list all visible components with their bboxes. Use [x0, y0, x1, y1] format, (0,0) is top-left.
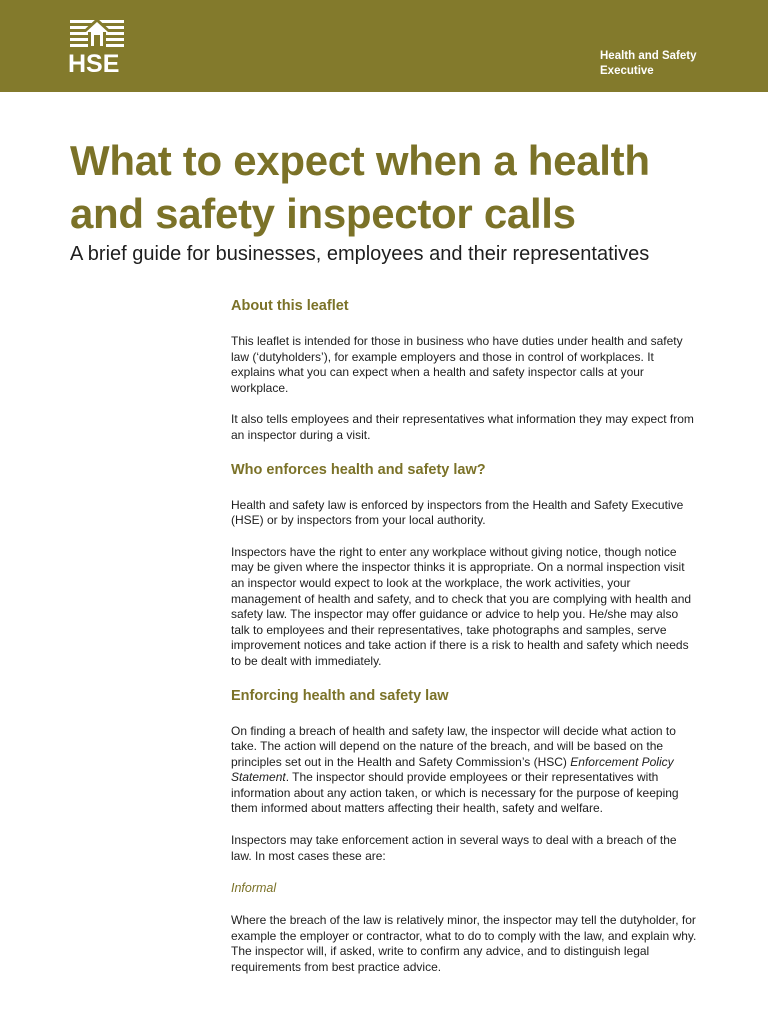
- title-line-2: and safety inspector calls: [70, 190, 576, 237]
- paragraph: [231, 724, 699, 818]
- page-title: [70, 134, 730, 240]
- paragraph: It also tells employees and their representatives what information they may expect from an inspector during a visit.: [231, 412, 694, 442]
- paragraph: Where the breach of the law is relatively minor, the inspector may tell the dutyholder, for example the employer or contractor, what to do to comply with the law, and explain why. The inspector will, if asked, write to confirm any advice, and to distinguish legal requirements from best practice advice.: [231, 913, 697, 975]
- title-line-1: What to expect when a health: [70, 137, 650, 184]
- section-enforcing: [231, 686, 699, 976]
- section-heading-enforcing: Enforcing health and safety law: [231, 687, 449, 704]
- section-heading-who-enforces: Who enforces health and safety law?: [231, 461, 486, 478]
- paragraph-text: . The inspector should provide employees or their representatives with information about any action taken, or which is necessary for the purpose of keeping them informed about matters affecting their health, safety and welfare.: [231, 770, 679, 816]
- hse-logo-text: HSE: [68, 50, 120, 78]
- paragraph: This leaflet is intended for those in business who have duties under health and safety law (‘dutyholders’), for example employers and those in control of workplaces. It explains what you can expect when a health and safety inspector calls at your workplace.: [231, 334, 683, 395]
- paragraph-text: On finding a breach of health and safety law, the inspector will decide what action to take. The action will depend on the nature of the breach, and will be based on the principles set out in the Health and Safety Commission’s (HSC): [231, 723, 676, 769]
- paragraph: Inspectors have the right to enter any workplace without giving notice, though notice may be given where the inspector thinks it is appropriate. On a normal inspection visit an inspector would expect to look at the workplace, the work activities, your management of health and safety, and to check that you are complying with health and safety law. The inspector may offer guidance or advice to help you. He/she may also talk to employees and their representatives, take photographs and samples, serve improvement notices and take action if there is a risk to health and safety which needs to be dealt with immediately.: [231, 544, 692, 668]
- agency-name: [600, 49, 740, 79]
- main-content: [231, 296, 699, 992]
- section-about: [231, 296, 699, 444]
- agency-line-2: Executive: [600, 65, 654, 77]
- page-subtitle: A brief guide for businesses, employees and their representatives: [70, 243, 650, 265]
- header-banner: [0, 0, 768, 92]
- section-who-enforces: [231, 460, 699, 670]
- paragraph: Inspectors may take enforcement action in several ways to deal with a breach of the law. In most cases these are:: [231, 833, 677, 863]
- section-heading-about: About this leaflet: [231, 298, 349, 314]
- policy-title: Enforcement Policy Statement: [231, 754, 674, 785]
- paragraph: Health and safety law is enforced by inspectors from the Health and Safety Executive (HSE) or by inspectors from your local authority.: [231, 497, 684, 528]
- agency-line-1: Health and Safety: [600, 50, 697, 62]
- subheading-informal: Informal: [231, 881, 277, 896]
